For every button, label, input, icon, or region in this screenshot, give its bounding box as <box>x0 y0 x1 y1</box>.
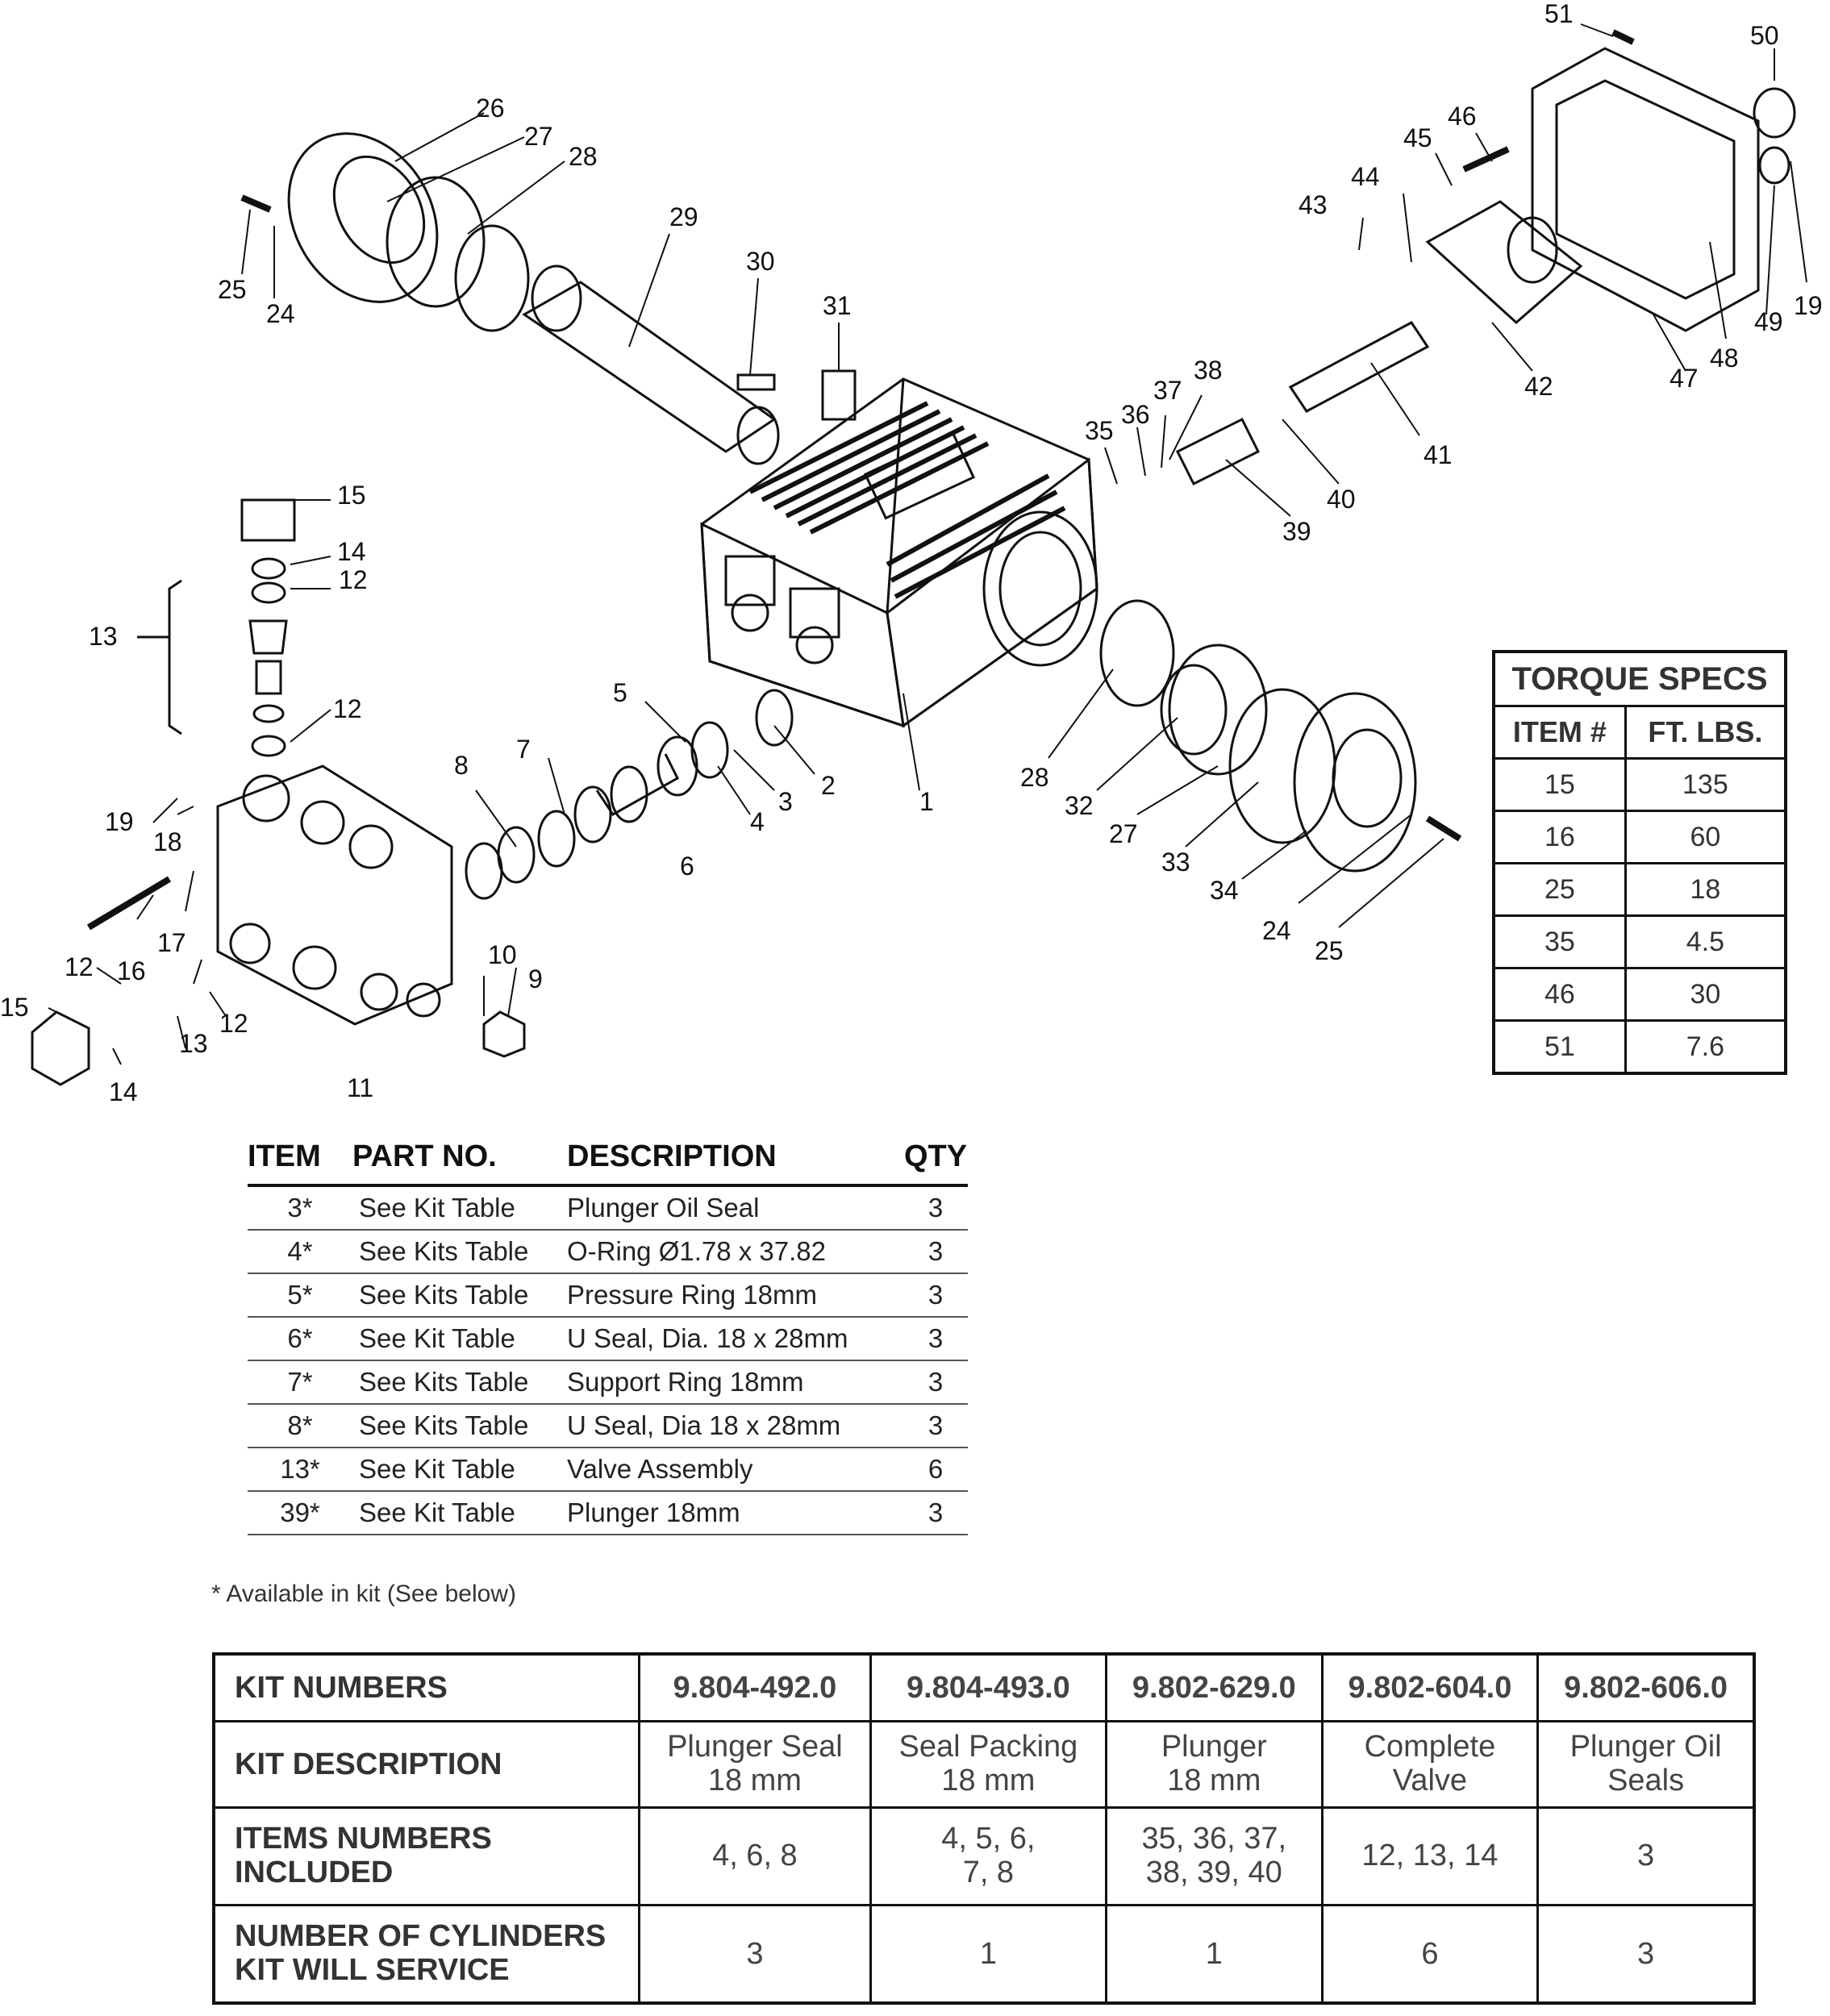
bolt-51-part <box>1613 32 1633 42</box>
part-number: See Kits Table <box>352 1273 567 1317</box>
parts-row <box>248 1360 968 1404</box>
parts-header-part: PART NO. <box>352 1134 567 1185</box>
plunger-39-part <box>1178 419 1258 484</box>
callout-12a: 12 <box>339 565 368 594</box>
part-number: See Kit Table <box>352 1317 567 1360</box>
torque-value: 18 <box>1625 864 1786 916</box>
torque-value: 7.6 <box>1625 1021 1786 1074</box>
torque-value: 135 <box>1625 759 1786 811</box>
kit-number: 9.804-493.0 <box>870 1654 1106 1722</box>
rear-flange-part <box>1294 694 1415 871</box>
part-item: 5* <box>248 1273 352 1317</box>
kit-numbers-row <box>214 1654 1754 1722</box>
torque-row <box>1494 811 1786 864</box>
callout-25a: 25 <box>218 275 247 304</box>
part-item: 39* <box>248 1491 352 1535</box>
kit-footnote: * Available in kit (See below) <box>211 1581 516 1607</box>
callout-4: 4 <box>750 807 765 836</box>
bearing-left-part <box>456 226 528 331</box>
callout-29: 29 <box>669 202 698 231</box>
part-description: Valve Assembly <box>567 1447 903 1491</box>
callout-17: 17 <box>157 928 186 957</box>
torque-title: TORQUE SPECS <box>1494 652 1786 706</box>
bolt-25-left-part <box>242 198 270 210</box>
callout-26: 26 <box>476 94 505 123</box>
callout-32: 32 <box>1065 791 1094 820</box>
parts-header-desc: DESCRIPTION <box>567 1134 903 1185</box>
callout-2: 2 <box>821 771 836 800</box>
kit-cylinders: 1 <box>870 1906 1106 2004</box>
parts-row <box>248 1491 968 1535</box>
callout-50: 50 <box>1750 21 1779 50</box>
callout-35: 35 <box>1085 416 1114 445</box>
callout-6: 6 <box>680 852 694 881</box>
callout-41: 41 <box>1424 440 1453 469</box>
callout-7: 7 <box>516 735 531 764</box>
callout-38: 38 <box>1194 356 1223 385</box>
callout-5: 5 <box>613 678 627 707</box>
callout-39: 39 <box>1282 517 1311 546</box>
bolt-25-right-part <box>1428 818 1460 839</box>
callout-3: 3 <box>778 787 793 816</box>
callout-27a: 27 <box>524 122 553 151</box>
torque-value: 4.5 <box>1625 916 1786 968</box>
callout-51: 51 <box>1544 0 1574 28</box>
callout-43: 43 <box>1299 190 1328 219</box>
manifold-part <box>218 766 452 1024</box>
dipstick-31-part <box>823 371 855 419</box>
part-item: 7* <box>248 1360 352 1404</box>
valve-stack-part <box>242 500 294 756</box>
kit-items-row <box>214 1808 1754 1906</box>
kit-number: 9.802-606.0 <box>1538 1654 1754 1722</box>
torque-item: 15 <box>1494 759 1625 811</box>
callout-27b: 27 <box>1109 819 1138 848</box>
kit-number: 9.802-604.0 <box>1322 1654 1538 1722</box>
part-description: Pressure Ring 18mm <box>567 1273 903 1317</box>
kit-table <box>212 1652 1756 2005</box>
part-item: 8* <box>248 1404 352 1447</box>
callout-25b: 25 <box>1315 936 1344 965</box>
kit-description-row <box>214 1722 1754 1808</box>
torque-item: 46 <box>1494 968 1625 1021</box>
rear-cover-part <box>1532 48 1758 331</box>
parts-row <box>248 1404 968 1447</box>
callout-47: 47 <box>1670 364 1699 393</box>
torque-value: 60 <box>1625 811 1786 864</box>
callout-8: 8 <box>454 751 469 780</box>
part-qty: 3 <box>903 1404 968 1447</box>
callout-24b: 24 <box>1262 916 1291 945</box>
plunger-shaft-part <box>1290 323 1428 411</box>
callout-46: 46 <box>1448 102 1477 131</box>
part-description: U Seal, Dia. 18 x 28mm <box>567 1317 903 1360</box>
parts-header-item: ITEM <box>248 1134 352 1185</box>
callout-12d: 12 <box>219 1009 248 1038</box>
part-description: Support Ring 18mm <box>567 1360 903 1404</box>
torque-item: 25 <box>1494 864 1625 916</box>
callout-14a: 14 <box>337 537 366 566</box>
part-qty: 3 <box>903 1317 968 1360</box>
part-qty: 3 <box>903 1185 968 1230</box>
part-description: Plunger 18mm <box>567 1491 903 1535</box>
oring-27-right-part <box>1169 645 1266 774</box>
part-item: 6* <box>248 1317 352 1360</box>
part-description: U Seal, Dia 18 x 28mm <box>567 1404 903 1447</box>
kit-description: Complete Valve <box>1322 1722 1538 1808</box>
callout-15b: 15 <box>0 993 29 1022</box>
torque-row <box>1494 864 1786 916</box>
part-qty: 3 <box>903 1230 968 1273</box>
seal-32-part <box>1161 665 1226 754</box>
kit-description-label: KIT DESCRIPTION <box>214 1722 640 1808</box>
part-item: 3* <box>248 1185 352 1230</box>
callout-45: 45 <box>1403 123 1432 152</box>
part-item: 13* <box>248 1447 352 1491</box>
kit-cylinders: 1 <box>1107 1906 1323 2004</box>
callout-42: 42 <box>1524 372 1553 401</box>
packing-rings-part <box>466 690 792 898</box>
callout-1: 1 <box>919 787 934 816</box>
kit-items: 12, 13, 14 <box>1322 1808 1538 1906</box>
oring-27-left-part <box>387 177 484 306</box>
callout-15a: 15 <box>337 481 366 510</box>
key-30-part <box>738 375 774 389</box>
parts-row <box>248 1273 968 1317</box>
torque-row <box>1494 759 1786 811</box>
callout-28b: 28 <box>1020 763 1049 792</box>
callout-24a: 24 <box>266 299 295 328</box>
kit-description: Plunger Seal 18 mm <box>640 1722 871 1808</box>
part-qty: 3 <box>903 1360 968 1404</box>
callout-31: 31 <box>823 291 852 320</box>
kit-cylinders: 3 <box>1538 1906 1754 2004</box>
parts-row <box>248 1185 968 1230</box>
torque-row <box>1494 916 1786 968</box>
kit-items-label: ITEMS NUMBERS INCLUDED <box>214 1808 640 1906</box>
part-number: See Kits Table <box>352 1360 567 1404</box>
callout-16: 16 <box>117 956 146 985</box>
crankcase-part <box>702 379 1097 726</box>
kit-cylinders-row <box>214 1906 1754 2004</box>
kit-cylinders: 6 <box>1322 1906 1538 2004</box>
part-description: O-Ring Ø1.78 x 37.82 <box>567 1230 903 1273</box>
torque-specs-table <box>1492 650 1787 1075</box>
bracket-13 <box>137 581 181 734</box>
kit-description: Plunger 18 mm <box>1107 1722 1323 1808</box>
kit-number: 9.804-492.0 <box>640 1654 871 1722</box>
callout-11: 11 <box>347 1073 374 1102</box>
callout-18: 18 <box>153 827 182 856</box>
part-number: See Kits Table <box>352 1230 567 1273</box>
part-number: See Kit Table <box>352 1185 567 1230</box>
callout-48: 48 <box>1710 344 1739 373</box>
parts-row <box>248 1317 968 1360</box>
callout-28a: 28 <box>569 142 598 171</box>
torque-value: 30 <box>1625 968 1786 1021</box>
parts-list-table <box>248 1134 968 1535</box>
kit-numbers-label: KIT NUMBERS <box>214 1654 640 1722</box>
plug-49-part <box>1760 148 1789 183</box>
callout-12b: 12 <box>333 694 362 723</box>
parts-row <box>248 1230 968 1273</box>
parts-row <box>248 1447 968 1491</box>
callout-33: 33 <box>1161 848 1190 877</box>
torque-row <box>1494 968 1786 1021</box>
callout-44: 44 <box>1351 162 1380 191</box>
plug-15-bottom-part <box>32 1012 89 1085</box>
kit-items: 4, 6, 8 <box>640 1808 871 1906</box>
callout-37: 37 <box>1153 376 1182 405</box>
callout-13a: 13 <box>89 622 118 651</box>
part-number: See Kit Table <box>352 1447 567 1491</box>
callout-12c: 12 <box>65 952 94 981</box>
part-number: See Kits Table <box>352 1404 567 1447</box>
crankshaft-part <box>524 266 778 464</box>
sight-glass-50-part <box>1754 89 1795 137</box>
part-qty: 3 <box>903 1273 968 1317</box>
callout-19a: 19 <box>105 807 134 836</box>
torque-row <box>1494 1021 1786 1074</box>
callout-49: 49 <box>1754 307 1783 336</box>
kit-items: 35, 36, 37, 38, 39, 40 <box>1107 1808 1323 1906</box>
callout-34: 34 <box>1210 876 1239 905</box>
callout-30: 30 <box>746 247 775 276</box>
torque-item: 51 <box>1494 1021 1625 1074</box>
parts-header-qty: QTY <box>903 1134 968 1185</box>
callout-13b: 13 <box>179 1029 208 1058</box>
callout-40: 40 <box>1327 485 1356 514</box>
kit-description: Plunger Oil Seals <box>1538 1722 1754 1808</box>
torque-header-ftlbs: FT. LBS. <box>1625 706 1786 759</box>
part-qty: 6 <box>903 1447 968 1491</box>
plug-9-part <box>484 1012 524 1056</box>
kit-items: 3 <box>1538 1808 1754 1906</box>
callout-14b: 14 <box>109 1077 138 1106</box>
kit-items: 4, 5, 6, 7, 8 <box>870 1808 1106 1906</box>
kit-cylinders: 3 <box>640 1906 871 2004</box>
torque-item: 35 <box>1494 916 1625 968</box>
kit-number: 9.802-629.0 <box>1107 1654 1323 1722</box>
callout-19b: 19 <box>1794 291 1823 320</box>
torque-item: 16 <box>1494 811 1625 864</box>
bolt-16-part <box>89 879 169 927</box>
callout-36: 36 <box>1121 400 1150 429</box>
part-qty: 3 <box>903 1491 968 1535</box>
torque-header-item: ITEM # <box>1494 706 1625 759</box>
part-item: 4* <box>248 1230 352 1273</box>
part-number: See Kit Table <box>352 1491 567 1535</box>
bearing-right-part <box>1101 601 1173 706</box>
part-description: Plunger Oil Seal <box>567 1185 903 1230</box>
kit-description: Seal Packing 18 mm <box>870 1722 1106 1808</box>
callout-10: 10 <box>488 940 517 969</box>
callout-9: 9 <box>528 964 543 993</box>
kit-cylinders-label: NUMBER OF CYLINDERS KIT WILL SERVICE <box>214 1906 640 2004</box>
